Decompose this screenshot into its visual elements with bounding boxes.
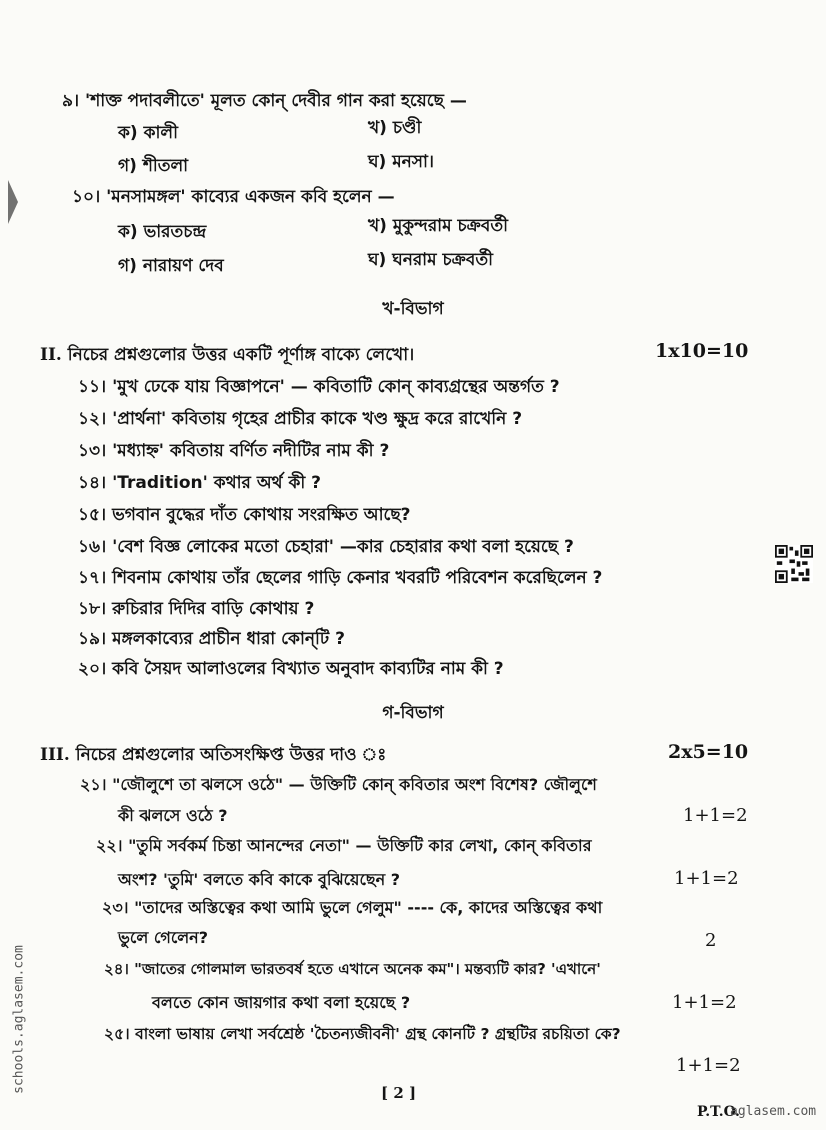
option-a: ক) কালী — [118, 123, 178, 143]
question-number: ১৮। — [78, 599, 107, 619]
option-a: ক) ভারতচন্দ্র — [118, 222, 207, 242]
question-number: ২০। — [78, 659, 107, 679]
watermark-corner: aglasem.com — [730, 1104, 817, 1119]
question-12 — [78, 406, 522, 434]
question-text: 'মুখ ঢেকে যায় বিজ্ঞাপনে' — কবিতাটি কোন্ কাব্যগ্রন্থের অন্তর্গত ? — [112, 377, 560, 397]
question-text: শিবনাম কোথায় তাঁর ছেলের গাড়ি কেনার খবরটি পরিবেশন করেছিলেন ? — [112, 568, 603, 588]
question-24-line2: বলতে কোন জায়গার কথা বলা হয়েছে ? — [152, 993, 411, 1012]
question-marks: 1+1=2 — [683, 805, 748, 826]
section-heading-ga: গ-বিভাগ — [382, 703, 444, 723]
question-number: ১৪। — [78, 473, 107, 493]
question-15 — [78, 502, 411, 530]
section-heading-kha: খ-বিভাগ — [382, 299, 444, 319]
question-text: রুচিরার দিদির বাড়ি কোথায় ? — [112, 599, 315, 619]
question-19 — [78, 626, 345, 654]
option-c: গ) নারায়ণ দেব — [118, 256, 224, 276]
part-3-instruction — [40, 742, 386, 770]
instruction-text: নিচের প্রশ্নগুলোর অতিসংক্ষিপ্ত উত্তর দাও ঃ — [75, 745, 387, 765]
section-marks: 1x10=10 — [655, 340, 749, 362]
question-text: ভগবান বুদ্ধের দাঁত কোথায় সংরক্ষিত আছে? — [112, 505, 411, 525]
question-number: ২২। — [96, 836, 123, 855]
question-14 — [78, 470, 321, 498]
question-23-line2: ভুলে গেলেন? — [118, 928, 209, 947]
question-text: বাংলা ভাষায় লেখা সর্বশ্রেষ্ঠ 'চৈতন্যজীবনী' গ্রন্থ কোনটি ? গ্রন্থটির রচয়িতা কে? — [135, 1025, 621, 1043]
question-text: "জৌলুশে তা ঝলসে ওঠে" — উক্তিটি কোন্ কবিতার অংশ বিশেষ? জৌলুশে — [112, 775, 597, 794]
section-marks: 2x5=10 — [668, 741, 749, 763]
question-marks: 1+1=2 — [676, 1055, 741, 1076]
question-number: ১৯। — [78, 629, 107, 649]
roman-numeral: III. — [40, 745, 70, 765]
option-b: খ) চণ্ডী — [368, 118, 422, 138]
question-text: "তুমি সর্বকর্ম চিন্তা আনন্দের নেতা" — উক্তিটি কার লেখা, কোন্ কবিতার — [128, 836, 592, 855]
qr-code-icon — [775, 545, 813, 583]
option-c: গ) শীতলা — [118, 156, 189, 176]
question-number: ১৬। — [78, 537, 107, 557]
roman-numeral: II. — [40, 345, 62, 365]
question-text: 'মনসামঙ্গল' কাব্যের একজন কবি হলেন — — [106, 187, 395, 207]
question-18 — [78, 596, 314, 624]
option-d: ঘ) মনসা। — [368, 152, 435, 172]
question-21 — [80, 772, 597, 799]
question-text: মঙ্গলকাব্যের প্রাচীন ধারা কোন্‌টি ? — [112, 629, 345, 649]
question-20 — [78, 656, 504, 684]
part-2-instruction — [40, 342, 414, 370]
question-text: 'Tradition' কথার অর্থ কী ? — [112, 473, 322, 493]
question-23 — [102, 895, 602, 922]
scan-mark — [8, 180, 18, 224]
question-text: 'প্রার্থনা' কবিতায় গৃহের প্রাচীর কাকে খণ্ড ক্ষুদ্র করে রাখেনি ? — [112, 409, 523, 429]
page-number: [ 2 ] — [381, 1084, 417, 1102]
option-b: খ) মুকুন্দরাম চক্রবর্তী — [368, 216, 508, 236]
question-17 — [78, 565, 602, 593]
question-number: ২১। — [80, 775, 107, 794]
question-number: ২৫। — [104, 1025, 130, 1043]
question-21-line2: কী ঝলসে ওঠে ? — [118, 806, 228, 825]
question-11 — [78, 374, 560, 402]
question-number: ১২। — [78, 409, 107, 429]
question-22-line2: অংশ? 'তুমি' বলতে কবি কাকে বুঝিয়েছেন ? — [118, 870, 400, 889]
question-number: ১৩। — [78, 441, 107, 461]
question-9 — [62, 88, 467, 116]
question-10 — [72, 184, 395, 212]
watermark-side: schools.aglasem.com — [11, 945, 27, 1094]
option-d: ঘ) ঘনরাম চক্রবর্তী — [368, 250, 493, 270]
question-text: "তাদের অস্তিত্বের কথা আমি ভুলে গেলুম" ---- কে, কাদের অস্তিত্বের কথা — [134, 898, 603, 917]
question-number: ১৫। — [78, 505, 107, 525]
question-text: "জাতের গোলমাল ভারতবর্ষ হতে এখানে অনেক কম"। মন্তব্যটি কার? 'এখানে' — [134, 960, 601, 978]
pto-label: P.T.O. — [697, 1104, 740, 1120]
question-16 — [78, 534, 574, 562]
instruction-text: নিচের প্রশ্নগুলোর উত্তর একটি পূর্ণাঙ্গ বাক্যে লেখো। — [67, 345, 415, 365]
question-number: ২৩। — [102, 898, 129, 917]
question-number: ১১। — [78, 377, 107, 397]
question-number: ১০। — [72, 187, 101, 207]
question-text: কবি সৈয়দ আলাওলের বিখ্যাত অনুবাদ কাব্যটির নাম কী ? — [112, 659, 504, 679]
question-text: 'বেশ বিজ্ঞ লোকের মতো চেহারা' —কার চেহারার কথা বলা হয়েছে ? — [112, 537, 574, 557]
question-marks: 2 — [705, 930, 717, 951]
question-number: ২৪। — [104, 960, 129, 978]
question-number: ১৭। — [78, 568, 107, 588]
question-25 — [104, 1022, 621, 1048]
question-marks: 1+1=2 — [672, 992, 737, 1013]
question-marks: 1+1=2 — [674, 868, 739, 889]
question-13 — [78, 438, 389, 466]
question-22 — [96, 833, 592, 860]
question-24 — [104, 958, 601, 983]
question-text: 'মধ্যাহ্ন' কবিতায় বর্ণিত নদীটির নাম কী ? — [112, 441, 390, 461]
question-number: ৯। — [62, 91, 80, 111]
question-text: 'শাক্ত পদাবলীতে' মূলত কোন্ দেবীর গান করা হয়েছে — — [85, 91, 467, 111]
